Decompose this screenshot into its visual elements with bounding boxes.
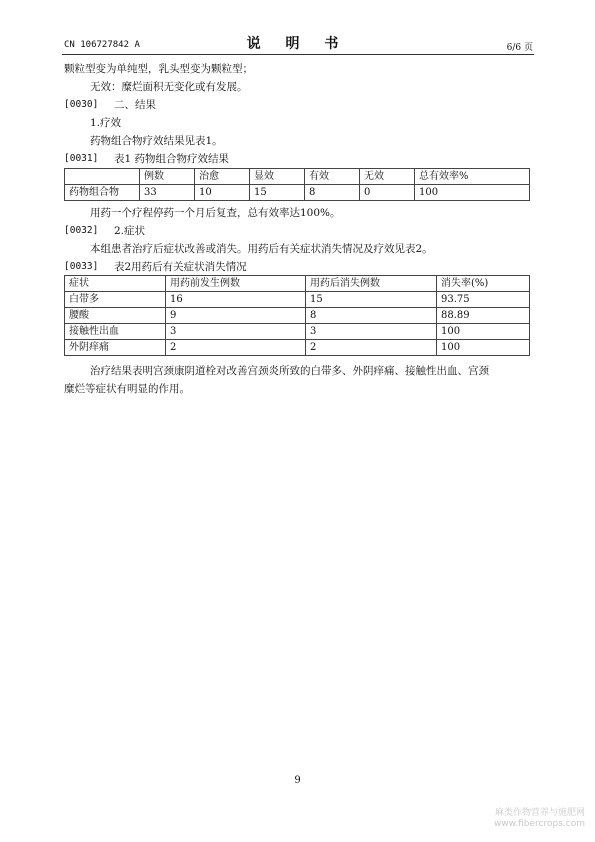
table-row bbox=[65, 185, 530, 201]
table2-caption: 表2用药后有关症状消失情况 bbox=[114, 261, 247, 273]
table-cell: 100 bbox=[437, 324, 530, 340]
patent-number: CN 106727842 A bbox=[64, 40, 140, 50]
table-row bbox=[65, 324, 530, 340]
paragraph-tag-0033: [0033] bbox=[64, 261, 99, 272]
watermark-line: 麻类作物营养与施肥网 bbox=[494, 808, 585, 818]
table-row bbox=[65, 340, 530, 356]
table-header-cell bbox=[65, 169, 140, 185]
table-cell: 16 bbox=[166, 292, 306, 308]
table-cell: 8 bbox=[305, 185, 360, 201]
table-header-cell: 症状 bbox=[65, 276, 166, 292]
table-cell: 33 bbox=[140, 185, 195, 201]
table-cell: 93.75 bbox=[437, 292, 530, 308]
table-cell: 88.89 bbox=[437, 308, 530, 324]
document-title: 说 明 书 bbox=[246, 36, 349, 52]
text-line-7: 糜烂等症状有明显的作用。 bbox=[64, 383, 190, 395]
table-cell: 15 bbox=[306, 292, 437, 308]
table-cell: 9 bbox=[166, 308, 306, 324]
table-cell: 白带多 bbox=[65, 292, 166, 308]
table-cell: 15 bbox=[250, 185, 305, 201]
paragraph-tag-0030: [0030] bbox=[64, 99, 99, 110]
table-cell: 100 bbox=[437, 340, 530, 356]
text-line-1: 颗粒型变为单纯型，乳头型变为颗粒型； bbox=[64, 63, 253, 75]
watermark bbox=[494, 808, 585, 830]
table-cell: 3 bbox=[306, 324, 437, 340]
subheading-symptoms: 2.症状 bbox=[114, 225, 146, 237]
table-cell: 外阴痒痛 bbox=[65, 340, 166, 356]
header-rule bbox=[62, 54, 534, 55]
table-cell: 3 bbox=[166, 324, 306, 340]
table-2 bbox=[64, 275, 530, 356]
table-cell: 接触性出血 bbox=[65, 324, 166, 340]
table-header-cell: 有效 bbox=[305, 169, 360, 185]
table-header-cell: 总有效率% bbox=[415, 169, 530, 185]
table-row bbox=[65, 292, 530, 308]
text-line-5: 本组患者治疗后症状改善或消失。用药后有关症状消失情况及疗效见表2。 bbox=[90, 243, 433, 255]
table-cell: 2 bbox=[306, 340, 437, 356]
table-cell: 100 bbox=[415, 185, 530, 201]
table-header-cell: 显效 bbox=[250, 169, 305, 185]
table-header-cell: 用药后消失例数 bbox=[306, 276, 437, 292]
text-line-2: 无效：糜烂面积无变化或有发展。 bbox=[90, 81, 248, 93]
subheading-efficacy: 1.疗效 bbox=[90, 117, 122, 129]
table-header-cell: 无效 bbox=[360, 169, 415, 185]
text-line-3: 药物组合物疗效结果见表1。 bbox=[90, 135, 223, 147]
page-indicator: 6/6 页 bbox=[506, 43, 533, 53]
paragraph-tag-0032: [0032] bbox=[64, 225, 99, 236]
table-cell: 0 bbox=[360, 185, 415, 201]
text-line-6: 治疗结果表明宫颈康阴道栓对改善宫颈炎所致的白带多、外阴痒痛、接触性出血、宫颈 bbox=[90, 365, 489, 377]
table-header-cell: 治愈 bbox=[195, 169, 250, 185]
page-number: 9 bbox=[294, 775, 301, 786]
table-1 bbox=[64, 168, 530, 201]
table-header-cell: 消失率(%) bbox=[437, 276, 530, 292]
table1-caption: 表1 药物组合物疗效结果 bbox=[114, 153, 230, 165]
table-cell: 2 bbox=[166, 340, 306, 356]
table-cell: 8 bbox=[306, 308, 437, 324]
text-line-4: 用药一个疗程停药一个月后复查，总有效率达100%。 bbox=[90, 207, 341, 219]
table-cell: 药物组合物 bbox=[65, 185, 140, 201]
paragraph-tag-0031: [0031] bbox=[64, 153, 99, 164]
table-header-cell: 用药前发生例数 bbox=[166, 276, 306, 292]
table-header-row bbox=[65, 276, 530, 292]
section-heading-results: 二、结果 bbox=[114, 99, 156, 111]
table-cell: 腰酸 bbox=[65, 308, 166, 324]
table-header-cell: 例数 bbox=[140, 169, 195, 185]
table-cell: 10 bbox=[195, 185, 250, 201]
table-row bbox=[65, 308, 530, 324]
table-header-row bbox=[65, 169, 530, 185]
watermark-url: www.fibercrops.com bbox=[494, 819, 585, 829]
